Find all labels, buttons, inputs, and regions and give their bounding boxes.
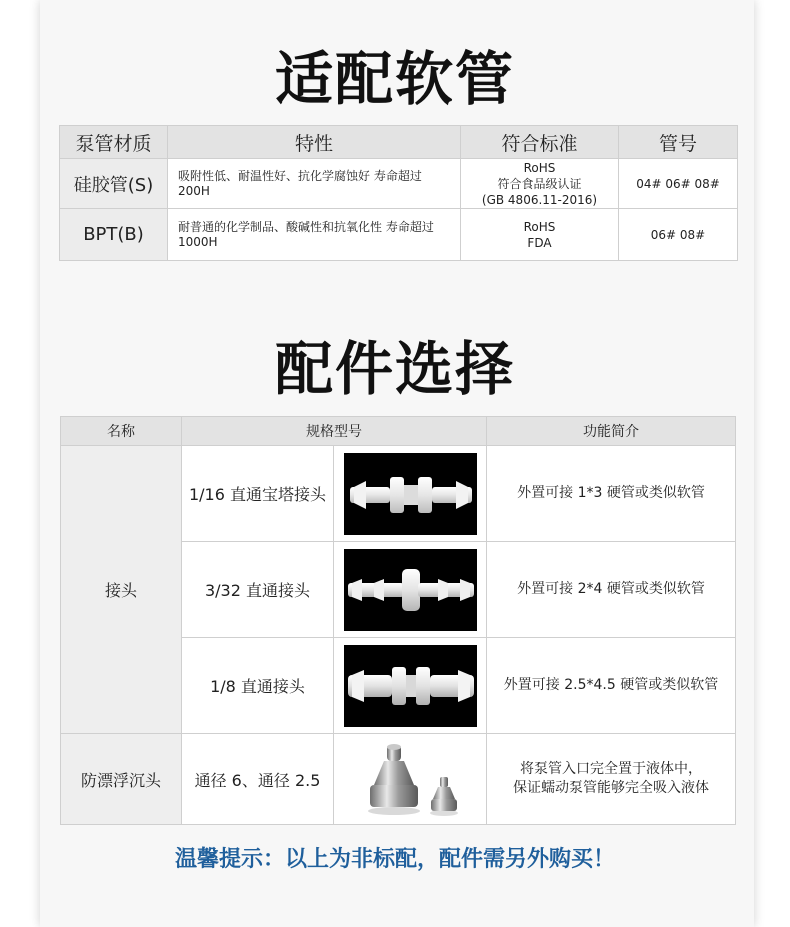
standard-line: RoHS — [523, 219, 556, 234]
standard-line: 符合食品级认证 — [497, 176, 582, 191]
code-cell: 04# 06# 08# — [619, 159, 738, 209]
anti-float-sinker-icon — [344, 739, 477, 819]
accessory-table — [60, 416, 736, 825]
function-cell: 外置可接 2*4 硬管或类似软管 — [487, 542, 736, 638]
header-standard: 符合标准 — [461, 126, 619, 159]
material-cell: 硅胶管(S) — [60, 159, 168, 209]
image-cell — [334, 542, 487, 638]
straight-connector-icon — [344, 549, 477, 631]
function-cell: 外置可接 1*3 硬管或类似软管 — [487, 446, 736, 542]
standard-line: RoHS — [523, 160, 556, 175]
connector-photo — [344, 453, 477, 535]
code-cell: 06# 08# — [619, 209, 738, 261]
connector-photo — [344, 549, 477, 631]
header-material: 泵管材质 — [60, 126, 168, 159]
spec-cell: 1/16 直通宝塔接头 — [182, 446, 334, 542]
image-cell — [334, 734, 487, 825]
feature-cell: 耐普通的化学制品、酸碱性和抗氧化性 寿命超过1000H — [168, 209, 461, 261]
section-title-tubes: 适配软管 — [274, 45, 515, 113]
standard-line: (GB 4806.11-2016) — [481, 192, 598, 207]
spec-cell: 3/32 直通接头 — [182, 542, 334, 638]
function-line: 将泵管入口完全置于液体中， — [520, 761, 702, 777]
header-code: 管号 — [619, 126, 738, 159]
tube-spec-table — [59, 125, 738, 261]
table-header-row — [61, 417, 736, 446]
feature-cell: 吸附性低、耐温性好、抗化学腐蚀好 寿命超过200H — [168, 159, 461, 209]
material-cell: BPT(B) — [60, 209, 168, 261]
function-line: 保证蠕动泵管能够完全吸入液体 — [513, 780, 709, 796]
section-title-accessories: 配件选择 — [274, 335, 515, 403]
spec-cell: 1/8 直通接头 — [182, 638, 334, 734]
table-header-row — [60, 126, 738, 159]
image-cell — [334, 446, 487, 542]
standard-line: FDA — [527, 235, 552, 250]
function-cell — [487, 734, 736, 825]
group-cell-sinker: 防漂浮沉头 — [61, 734, 182, 825]
header-function: 功能简介 — [487, 417, 736, 446]
sinker-photo — [344, 739, 477, 819]
table-row — [61, 734, 736, 825]
table-row — [61, 446, 736, 542]
spec-cell: 通径 6、通径 2.5 — [182, 734, 334, 825]
header-name: 名称 — [61, 417, 182, 446]
table-row — [60, 159, 738, 209]
connector-photo — [344, 645, 477, 727]
function-cell: 外置可接 2.5*4.5 硬管或类似软管 — [487, 638, 736, 734]
standard-cell — [461, 209, 619, 261]
group-cell-connector: 接头 — [61, 446, 182, 734]
table-row — [60, 209, 738, 261]
header-spec: 规格型号 — [182, 417, 487, 446]
header-feature: 特性 — [168, 126, 461, 159]
straight-connector-large-icon — [344, 645, 477, 727]
standard-cell — [461, 159, 619, 209]
purchase-tip: 温馨提示：以上为非标配，配件需另外购买！ — [174, 847, 615, 872]
barb-connector-icon — [344, 453, 477, 535]
image-cell — [334, 638, 487, 734]
